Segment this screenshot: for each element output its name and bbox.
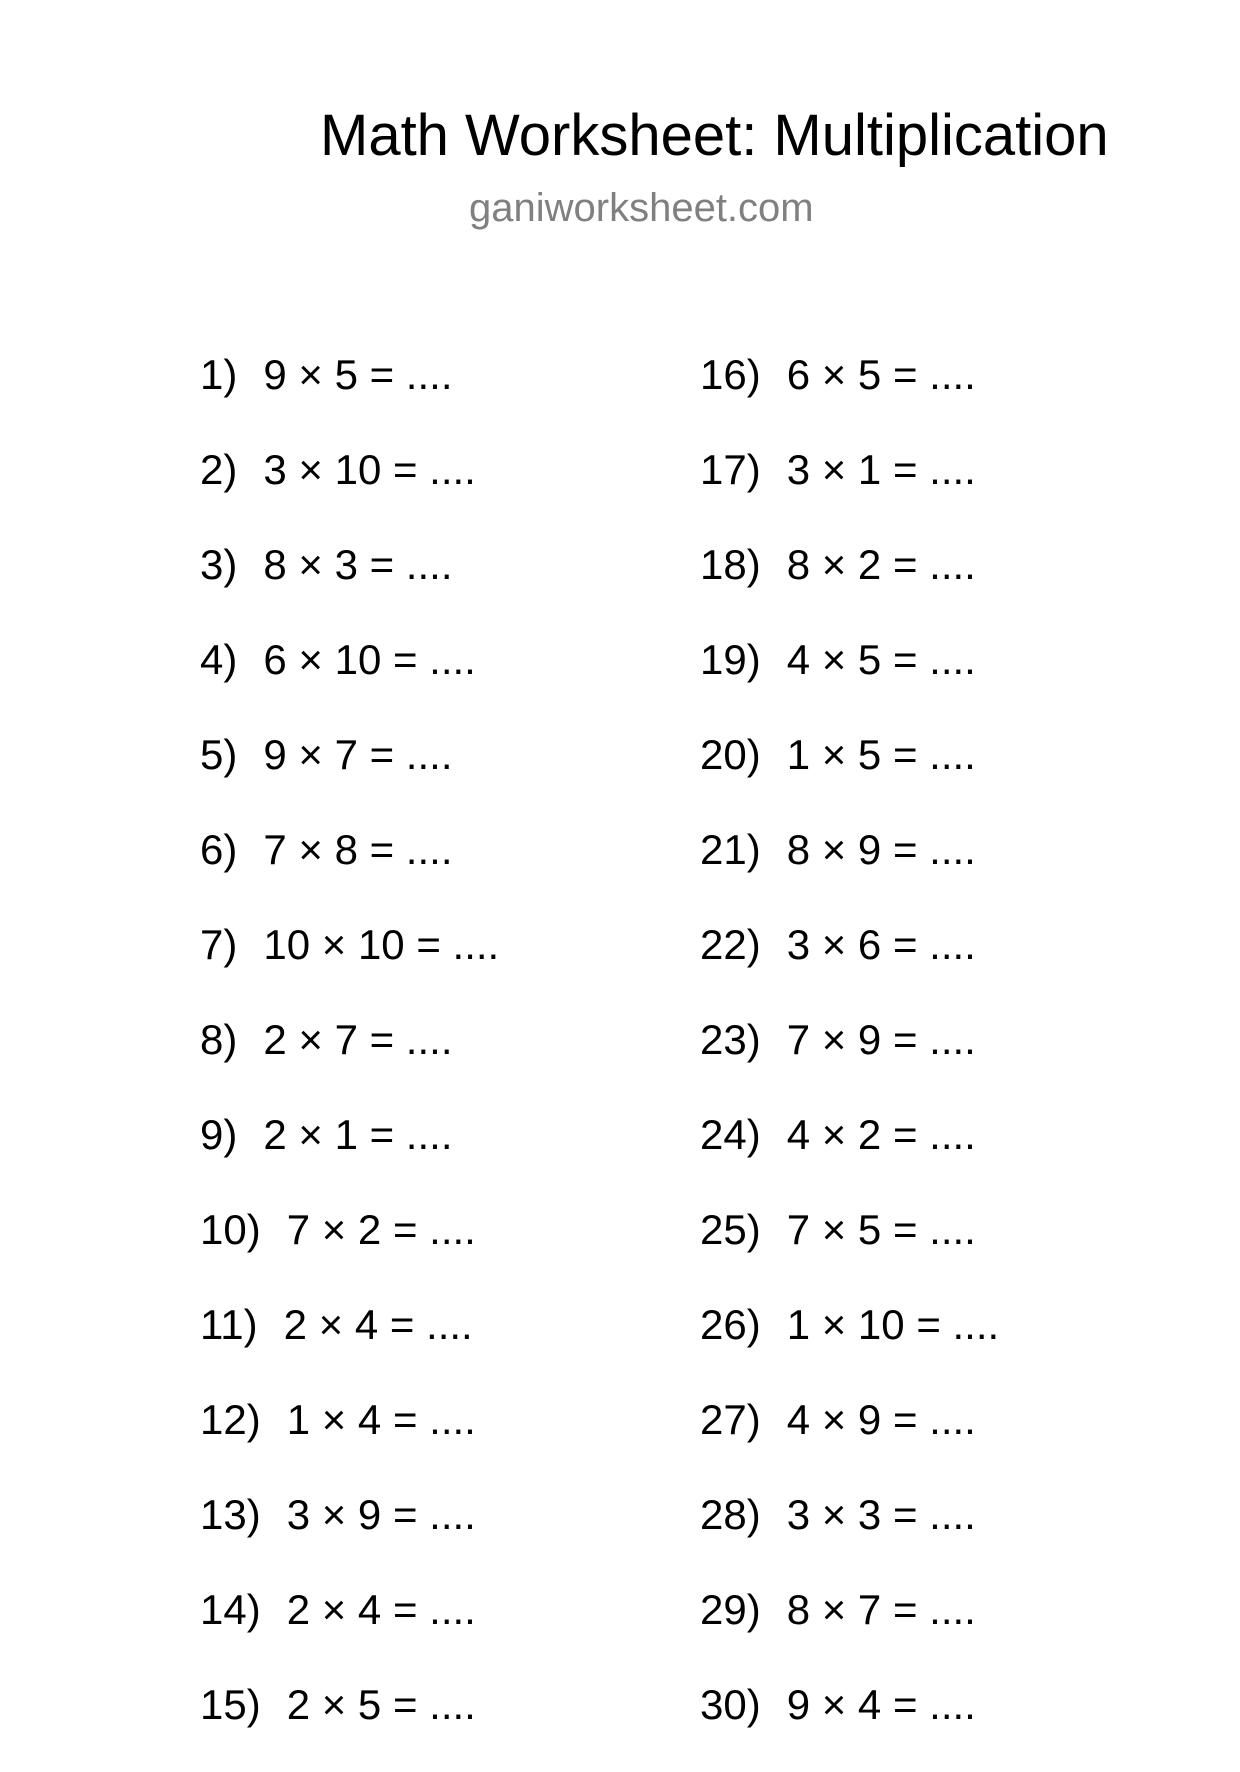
problem-expression: 2 × 4 = .... — [286, 1586, 476, 1633]
list-item — [700, 1012, 999, 1107]
problem-expression: 9 × 4 = .... — [786, 1681, 976, 1728]
problem-number: 7) — [200, 921, 238, 968]
list-item — [700, 632, 999, 727]
problem-number: 13) — [200, 1491, 261, 1538]
problem-expression: 4 × 9 = .... — [786, 1396, 976, 1443]
list-item — [200, 917, 499, 1012]
list-item — [200, 347, 499, 442]
problem-number: 11) — [200, 1301, 258, 1348]
problem-expression: 8 × 2 = .... — [786, 541, 976, 588]
site-url: ganiworksheet.com — [469, 186, 814, 230]
problem-expression: 2 × 4 = .... — [283, 1301, 473, 1348]
problem-number: 10) — [200, 1206, 261, 1253]
problem-number: 8) — [200, 1016, 238, 1063]
list-item — [700, 917, 999, 1012]
problem-expression: 7 × 8 = .... — [263, 826, 453, 873]
problem-expression: 8 × 3 = .... — [263, 541, 453, 588]
problem-number: 3) — [200, 541, 238, 588]
list-item — [700, 1202, 999, 1297]
problem-expression: 3 × 1 = .... — [786, 446, 976, 493]
list-item — [200, 442, 499, 537]
problem-number: 17) — [700, 446, 761, 493]
problem-expression: 6 × 5 = .... — [786, 351, 976, 398]
problem-expression: 6 × 10 = .... — [263, 636, 476, 683]
list-item — [200, 1582, 499, 1677]
list-item — [700, 1582, 999, 1677]
problem-expression: 2 × 1 = .... — [263, 1111, 453, 1158]
list-item — [700, 1487, 999, 1582]
list-item — [200, 1297, 499, 1392]
problem-expression: 3 × 10 = .... — [263, 446, 476, 493]
problem-expression: 7 × 5 = .... — [786, 1206, 976, 1253]
list-item — [200, 537, 499, 632]
problem-expression: 1 × 10 = .... — [786, 1301, 1000, 1348]
list-item — [200, 1107, 499, 1202]
problem-number: 4) — [200, 636, 238, 683]
list-item — [700, 347, 999, 442]
problem-number: 20) — [700, 731, 761, 778]
problem-expression: 3 × 6 = .... — [786, 921, 976, 968]
list-item — [700, 822, 999, 917]
problem-number: 21) — [700, 826, 761, 873]
list-item — [200, 1677, 499, 1772]
problem-number: 28) — [700, 1491, 761, 1538]
problem-number: 24) — [700, 1111, 761, 1158]
list-item — [700, 442, 999, 537]
list-item — [700, 537, 999, 632]
problem-number: 12) — [200, 1396, 261, 1443]
problem-number: 23) — [700, 1016, 761, 1063]
problem-expression: 8 × 7 = .... — [786, 1586, 976, 1633]
list-item — [200, 727, 499, 822]
problem-list-left — [200, 347, 499, 1772]
problem-number: 1) — [200, 351, 238, 398]
problem-number: 27) — [700, 1396, 761, 1443]
problem-number: 6) — [200, 826, 238, 873]
problem-number: 14) — [200, 1586, 261, 1633]
problem-number: 15) — [200, 1681, 261, 1728]
problem-expression: 4 × 5 = .... — [786, 636, 976, 683]
problem-expression: 7 × 9 = .... — [786, 1016, 976, 1063]
problem-number: 26) — [700, 1301, 761, 1348]
list-item — [200, 632, 499, 727]
list-item — [700, 1677, 999, 1772]
problem-number: 9) — [200, 1111, 238, 1158]
list-item — [200, 1487, 499, 1582]
problem-expression: 1 × 5 = .... — [786, 731, 976, 778]
problem-list-right — [700, 347, 999, 1772]
problem-expression: 7 × 2 = .... — [286, 1206, 476, 1253]
problem-expression: 9 × 7 = .... — [263, 731, 453, 778]
problem-expression: 3 × 9 = .... — [286, 1491, 476, 1538]
problem-expression: 10 × 10 = .... — [263, 921, 500, 968]
problem-number: 19) — [700, 636, 761, 683]
problem-number: 25) — [700, 1206, 761, 1253]
list-item — [200, 1202, 499, 1297]
list-item — [200, 822, 499, 917]
list-item — [700, 727, 999, 822]
page-title: Math Worksheet: Multiplication — [320, 103, 1109, 168]
problem-number: 5) — [200, 731, 238, 778]
problem-number: 2) — [200, 446, 238, 493]
list-item — [700, 1107, 999, 1202]
list-item — [700, 1297, 999, 1392]
list-item — [700, 1392, 999, 1487]
problem-expression: 4 × 2 = .... — [786, 1111, 976, 1158]
problem-expression: 2 × 7 = .... — [263, 1016, 453, 1063]
problem-expression: 2 × 5 = .... — [286, 1681, 476, 1728]
problem-number: 22) — [700, 921, 761, 968]
problem-number: 16) — [700, 351, 761, 398]
list-item — [200, 1012, 499, 1107]
problem-expression: 9 × 5 = .... — [263, 351, 453, 398]
list-item — [200, 1392, 499, 1487]
problem-expression: 1 × 4 = .... — [286, 1396, 476, 1443]
problem-number: 18) — [700, 541, 761, 588]
problem-number: 30) — [700, 1681, 761, 1728]
problem-expression: 3 × 3 = .... — [786, 1491, 976, 1538]
problem-expression: 8 × 9 = .... — [786, 826, 976, 873]
problem-number: 29) — [700, 1586, 761, 1633]
